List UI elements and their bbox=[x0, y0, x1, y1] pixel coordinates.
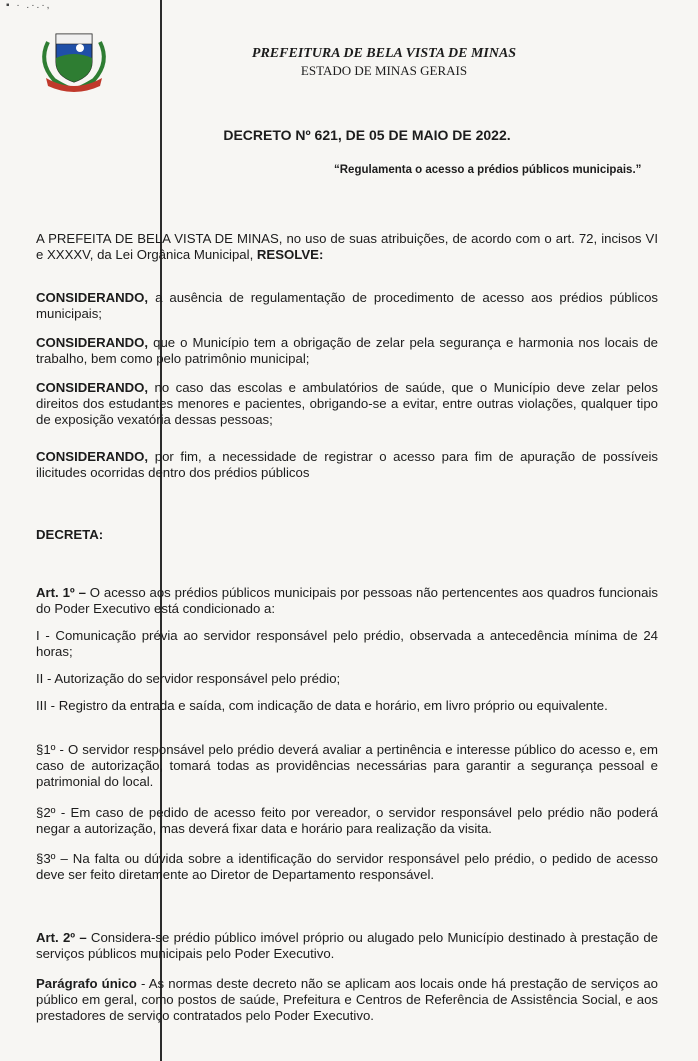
decreta-heading: DECRETA: bbox=[36, 527, 104, 542]
art1-inciso-2: II - Autorização do servidor responsável pelo prédio; bbox=[36, 671, 341, 686]
scan-artifact: ▪ · .·.·, bbox=[6, 0, 52, 11]
preamble-text: A PREFEITA DE BELA VISTA DE MINAS, no uso de suas atribuições, de acordo com o art. 72, incisos VI e XXXXV, da Lei Orgânica Municipal, bbox=[36, 231, 658, 262]
art2-caput bbox=[36, 930, 658, 962]
decree-title: DECRETO Nº 621, DE 05 DE MAIO DE 2022. bbox=[223, 127, 511, 143]
considerando-lead: CONSIDERANDO, bbox=[36, 380, 149, 395]
considerando-text: a ausência de regulamentação de procedimento de acesso aos prédios públicos municipais; bbox=[36, 290, 658, 321]
article-lead: Art. 1º – bbox=[36, 585, 86, 600]
decree-ementa: “Regulamenta o acesso a prédios públicos municipais.” bbox=[334, 164, 642, 176]
considerando-lead: CONSIDERANDO, bbox=[36, 335, 149, 350]
considerando-1 bbox=[36, 290, 658, 322]
art1-paragraph-1: §1º - O servidor responsável pelo prédio deverá avaliar a pertinência e interesse público do acesso e, em caso de autorização, tomará todas as providências necessárias para garantir a segurança pessoal e patrimonial do local. bbox=[36, 742, 658, 789]
article-lead: Art. 2º – bbox=[36, 930, 87, 945]
art1-paragraph-2: §2º - Em caso de pedido de acesso feito por vereador, o servidor responsável pelo prédio não poderá negar a autorização, mas deverá fixar data e horário para realização da visita. bbox=[36, 805, 658, 836]
article-text: O acesso aos prédios públicos municipais por pessoas não pertencentes aos quadros funcionais do Poder Executivo está condicionado a: bbox=[36, 585, 658, 616]
paragraph-text: - As normas deste decreto não se aplicam aos locais onde há prestação de serviços ao público em geral, como postos de saúde, Prefeitura e Centros de Referência de Assistência Social, e aos prestadores de serviço contratados pelo Poder Executivo. bbox=[36, 976, 658, 1023]
preamble-resolve: RESOLVE: bbox=[256, 247, 324, 262]
preamble bbox=[36, 231, 658, 263]
considerando-text: por fim, a necessidade de registrar o acesso para fim de apuração de possíveis ilicitudes ocorridas dentro dos prédios públicos bbox=[36, 449, 658, 480]
considerando-text: que o Município tem a obrigação de zelar pela segurança e harmonia nos locais de trabalho, bem como pelo patrimônio municipal; bbox=[36, 335, 658, 366]
article-text: Considera-se prédio público imóvel próprio ou alugado pelo Município destinado à prestação de serviços públicos municipais pelo Poder Executivo. bbox=[36, 930, 658, 961]
art1-inciso-3: III - Registro da entrada e saída, com indicação de data e horário, em livro próprio ou equivalente. bbox=[36, 698, 608, 713]
considerando-2 bbox=[36, 335, 658, 367]
paragraph-lead: Parágrafo único bbox=[36, 976, 137, 991]
considerando-lead: CONSIDERANDO, bbox=[36, 290, 149, 305]
header-org: PREFEITURA DE BELA VISTA DE MINAS bbox=[251, 46, 517, 61]
considerando-3 bbox=[36, 380, 658, 428]
considerando-text: no caso das escolas e ambulatórios de saúde, que o Município deve zelar pelos direitos dos estudantes menores e pacientes, obrigando-se a evitar, entre outras violações, qualquer tipo de exposição vexatória dessas pessoas; bbox=[36, 380, 658, 427]
considerando-4 bbox=[36, 449, 658, 481]
art1-paragraph-3: §3º – Na falta ou dúvida sobre a identificação do servidor responsável pelo prédio, o pedido de acesso deve ser feito diretamente ao Diretor de Departamento responsável. bbox=[36, 851, 658, 882]
considerando-lead: CONSIDERANDO, bbox=[36, 449, 149, 464]
art1-inciso-1: I - Comunicação prévia ao servidor responsável pelo prédio, observada a antecedência mínima de 24 horas; bbox=[36, 628, 658, 659]
art2-paragrafo-unico bbox=[36, 976, 658, 1024]
art1-caput bbox=[36, 585, 658, 617]
header-state: ESTADO DE MINAS GERAIS bbox=[300, 63, 468, 78]
